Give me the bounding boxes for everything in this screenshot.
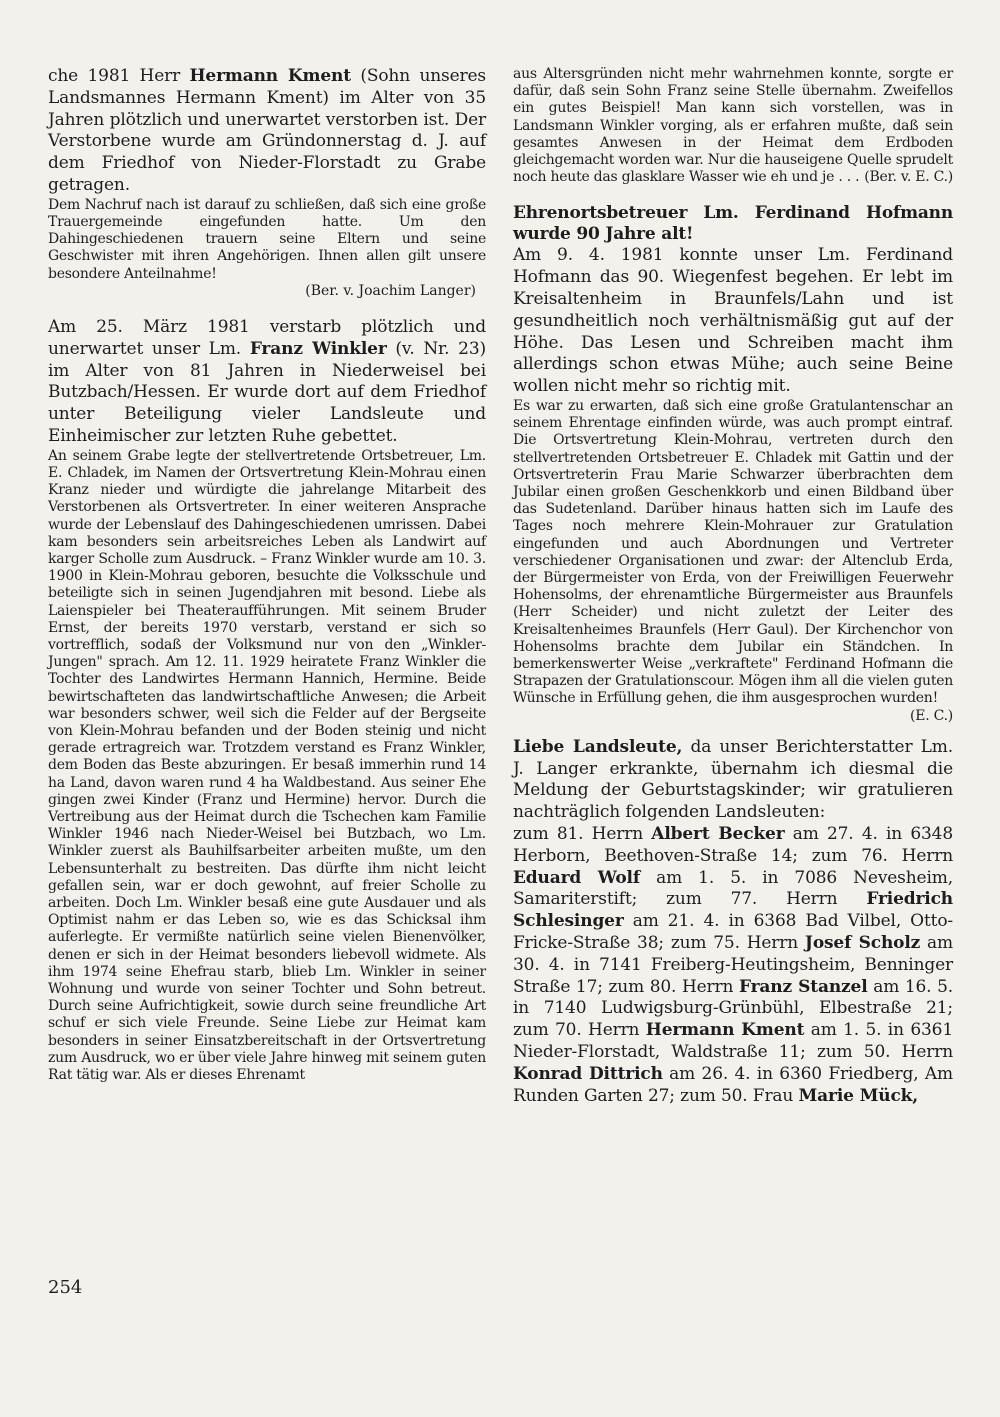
continued-text: aus Altersgründen nicht mehr wahrnehmen konnte, sorgte er dafür, daß sein Sohn Franz seine Stelle übernahm. Zweifellos ein gutes Beispiel! Man kann sich vorstellen, was in Landsmann Winkler vorging, als er erfahren mußte, daß sein gesamtes Anwesen in der Heimat dem Erdboden gleichgemacht worden war. Nur die hauseigene Quelle sprudelt noch heute das glasklare Wasser wie eh und je . . . — [513, 66, 953, 186]
bold-name: Friedrich Schlesinger — [513, 889, 953, 932]
hofmann-lead: Am 9. 4. 1981 konnte unser Lm. Ferdinand Hofmann das 90. Wiegenfest begehen. Er lebt im Kreisaltenheim in Braunfels/Lahn und ist gesundheitlich noch verhältnismäßig gut auf der Höhe. Das Lesen und Schreiben macht ihm allerdings schon etwas Mühe; auch seine Beine wollen nicht mehr so richtig mit. — [513, 245, 953, 397]
bold-name: Hermann Kment — [645, 1020, 805, 1041]
obituary-winkler-continued — [513, 66, 953, 186]
text-run: am 1. 5. in 6361 Nieder-Florstadt, Waldstraße 11; zum 50. Herrn — [513, 1020, 953, 1063]
birthday-intro — [513, 737, 953, 824]
text-run: am 30. 4. in 7141 Freiberg-Heutingsheim, Benninger Straße 17; zum 80. Herrn — [513, 933, 953, 997]
bold-name: Josef Scholz — [804, 933, 921, 954]
page-number: 254 — [48, 1277, 83, 1298]
obituary-winkler-body: An seinem Grabe legte der stellvertretende Ortsbetreuer, Lm. E. Chladek, im Namen der Ortsvertretung Klein-Mohrau einen Kranz nieder und würdigte die jahrelange Mitarbeit des Verstorbenen als Ortsvertreter. In einer weiteren Ansprache wurde der Lebenslauf des Dahingeschiedenen umrissen. Dabei kam besonders sein arbeitsreiches Leben als Landwirt auf karger Scholle zum Ausdruck. – Franz Winkler wurde am 10. 3. 1900 in Klein-Mohrau geboren, besuchte die Volksschule und beteiligte sich in seinen Jugendjahren mit besond. Liebe als Laienspieler bei Theateraufführungen. Mit seinem Bruder Ernst, der bereits 1970 verstarb, verstand er sich so vortrefflich, sodaß der Volksmund nur von den „Winkler-Jungen" sprach. Am 12. 11. 1929 heiratete Franz Winkler die Tochter des Landwirtes Hermann Hannich, Hermine. Beide bewirtschafteten das landwirtschaftliche Anwesen; die Arbeit war besonders schwer, weil sich die Felder auf der Bergseite von Klein-Mohrau befanden und der Boden steinig und nicht gerade ertragreich war. Trotzdem verstand es Franz Winkler, dem Boden das Beste abzuringen. Er besaß immerhin rund 14 ha Land, davon waren rund 4 ha Waldbestand. Aus seiner Ehe gingen zwei Kinder (Franz und Hermine) hervor. Durch die Vertreibung aus der Heimat durch die Tschechen kam Familie Winkler 1946 nach Nieder-Weisel bei Butzbach, wo Lm. Winkler zuerst als Bauhilfsarbeiter arbeiten mußte, um den Lebensunterhalt zu bestreiten. Das dürfte ihm nicht leicht gefallen sein, war er doch gewohnt, auf freier Scholle zu arbeiten. Doch Lm. Winkler besaß eine gute Ausdauer und als Optimist nahm er das Leben so, wie es das Schicksal ihm auferlegte. Er vermißte natürlich seine vielen Bienenvölker, denen er sich in der Heimat besonders liebevoll widmete. Als ihm 1974 seine Ehefrau starb, blieb Lm. Winkler in seiner Wohnung und wurde von seiner Tochter und Sohn betreut. Durch seine Aufrichtigkeit, sowie durch seine freundliche Art schuf er sich viele Freunde. Seine Liebe zur Heimat kam besonders in seiner Einsatzbereitschaft in der Ortsvertretung zum Ausdruck, wo er über viele Jahre hinweg mit seinem guten Rat tätig war. Als er dieses Ehrenamt — [48, 447, 486, 1084]
obituary-kment-signature: (Ber. v. Joachim Langer) — [305, 282, 476, 299]
obituary-kment-lead — [48, 66, 486, 197]
bold-name: Liebe Landsleute, — [513, 736, 683, 757]
right-column — [513, 66, 953, 1107]
winkler-signature: (Ber. v. E. C.) — [864, 169, 953, 186]
text-run: (Sohn unseres Landsmannes Hermann Kment) im Alter von 35 Jahren plötzlich und unerwartet verstorben ist. Der Verstorbene wurde am Gründonnerstag d. J. auf dem Friedhof von Nieder-Florstadt zu Grabe getragen. — [48, 66, 486, 195]
bold-name: Eduard Wolf — [513, 867, 640, 888]
left-column — [48, 66, 486, 1084]
bold-name: Franz Stanzel — [738, 976, 868, 997]
hofmann-body — [513, 398, 953, 724]
text-run: am 1. 5. in 7086 Nevesheim, Samariterstift; zum 77. Herrn — [513, 867, 953, 910]
text-run: Am 25. März 1981 verstarb plötzlich und unerwartet unser Lm. — [48, 317, 486, 359]
bold-name: Albert Becker — [651, 824, 785, 845]
text-run: am 26. 4. in 6360 Friedberg, Am Runden Garten 27; zum 50. Frau — [513, 1063, 953, 1106]
bold-name: Hermann Kment — [189, 66, 351, 86]
obituary-winkler-lead — [48, 317, 486, 448]
obituary-kment-body: Dem Nachruf nach ist darauf zu schließen, daß sich eine große Trauergemeinde eingefunden hatte. Um den Dahingeschiedenen trauern seine Eltern und seine Geschwister mit ihren Angehörigen. Ihnen allen gilt unsere besondere Anteilnahme! — [48, 196, 486, 282]
bold-name: Konrad Dittrich — [513, 1063, 663, 1084]
bold-name: Franz Winkler — [249, 338, 387, 359]
bold-name: Marie Mück, — [798, 1085, 919, 1106]
text-run: am 16. 5. in 7140 Ludwigsburg-Grünbühl, Elbestraße 21; zum 70. Herrn — [513, 976, 953, 1041]
text-run: am 21. 4. in 6368 Bad Vilbel, Otto-Fricke-Straße 38; zum 75. Herrn — [513, 911, 953, 954]
text-run: (v. Nr. 23) im Alter von 81 Jahren in Niederweisel bei Butzbach/Hessen. Er wurde dort auf dem Friedhof unter Beteiligung vieler Landsleute und Einheimischer zur letzten Ruhe gebettet. — [48, 338, 486, 446]
hofmann-body-text: Es war zu erwarten, daß sich eine große Gratulantenschar an seinem Ehrentage einfinden würde, was auch prompt eintraf. Die Ortsvertretung Klein-Mohrau, vertreten durch den stellvertretenden Ortsbetreuer E. Chladek mit Gattin und der Ortsvertreterin Frau Marie Schwarzer überbrachten dem Jubilar einen großen Geschenkkorb und einen Bildband über das Sudetenland. Darüber hinaus hatten sich im Laufe des Tages noch mehrere Klein-Mohrauer zur Gratulation eingefunden und auch Abordnungen und Vertreter verschiedener Organisationen und zwar: der Altenclub Erda, der Bürgermeister von Erda, von der Freiwilligen Feuerwehr Hohensolms, der ehrenamtliche Bürgermeister aus Braunfels (Herr Scheider) und nicht zuletzt der Leiter des Kreisaltenheimes Braunfels (Herr Gaul). Der Kirchenchor von Hohensolms brachte dem Jubilar ein Ständchen. In bemerkenswerter Weise „verkraftete" Ferdinand Hofmann die Strapazen der Gratulationscour. Mögen ihm all die vielen guten Wünsche in Erfüllung gehen, die ihm ausgesprochen wurden! — [513, 398, 953, 707]
text-run: zum 81. Herrn — [513, 824, 652, 845]
text-run: am 27. 4. in 6348 Herborn, Beethoven-Straße 14; zum 76. Herrn — [513, 824, 953, 866]
text-run: da unser Berichterstatter Lm. J. Langer erkrankte, übernahm ich diesmal die Meldung der Geburtstagskinder; wir gratulieren nachträglich folgenden Landsleuten: — [513, 736, 953, 823]
hofmann-heading: Ehrenortsbetreuer Lm. Ferdinand Hofmann wurde 90 Jahre alt! — [513, 203, 953, 245]
hofmann-signature: (E. C.) — [910, 707, 953, 724]
text-run: che 1981 Herr — [48, 66, 190, 86]
birthday-list — [513, 824, 953, 1107]
